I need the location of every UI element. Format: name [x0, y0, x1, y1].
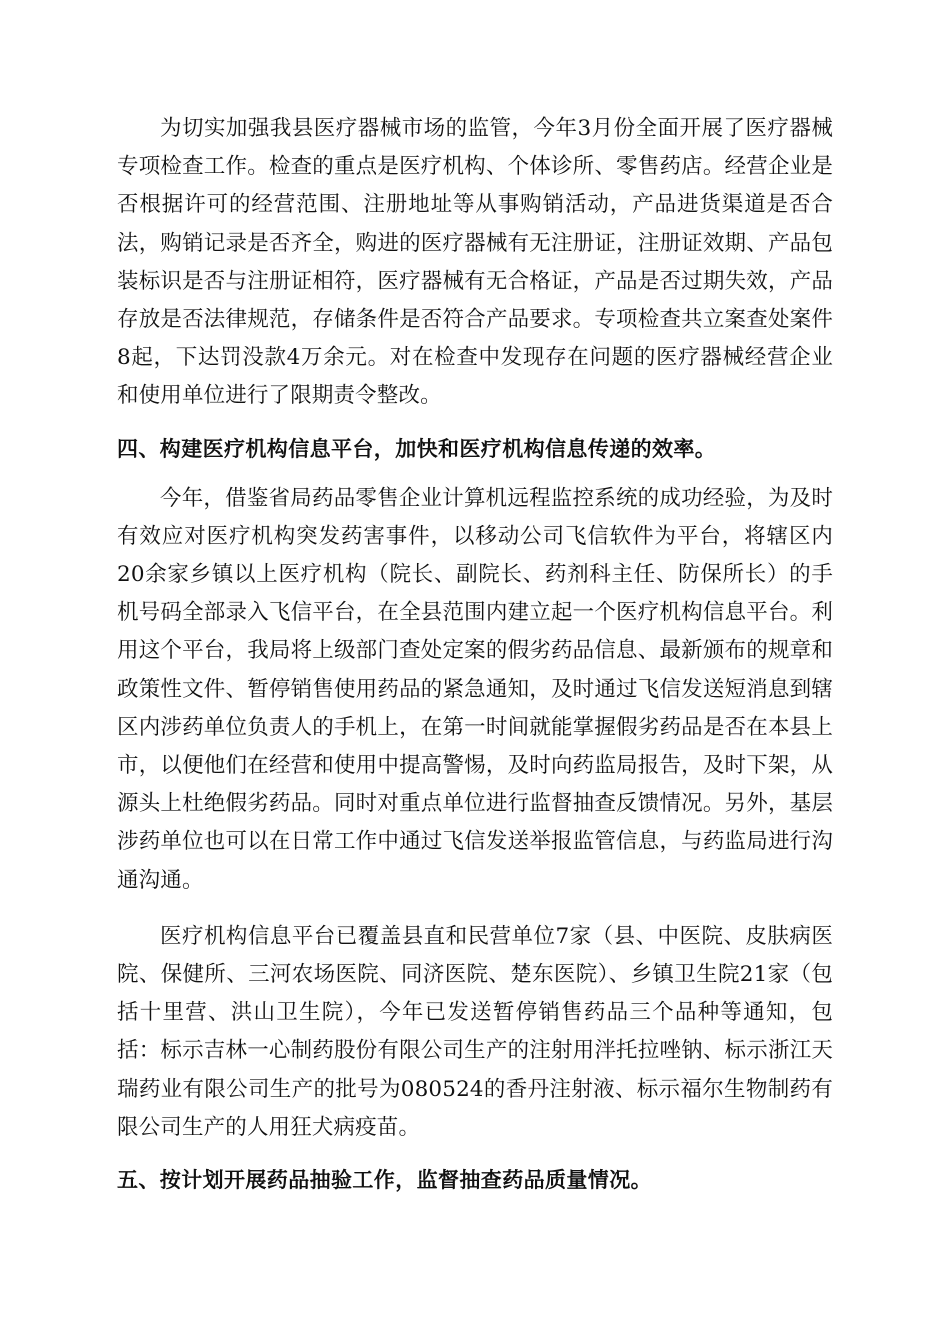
section-heading-5: 五、按计划开展药品抽验工作，监督抽查药品质量情况。 [117, 1168, 652, 1193]
section-heading-4: 四、构建医疗机构信息平台，加快和医疗机构信息传递的效率。 [117, 436, 717, 461]
paragraph-info-platform: 今年，借鉴省局药品零售企业计算机远程监控系统的成功经验，为及时有效应对医疗机构突发药害事件，以移动公司飞信软件为平台，将辖区内20余家乡镇以上医疗机构（院长、副院长、药剂科主任、防保所长）的手机号码全部录入飞信平台，在全县范围内建立起一个医疗机构信息平台。利用这个平台，我局将上级部门查处定案的假劣药品信息、最新颁布的规章和政策性文件、暂停销售使用药品的紧急通知，及时通过飞信发送短消息到辖区内涉药单位负责人的手机上，在第一时间就能掌握假劣药品是否在本县上市，以便他们在经营和使用中提高警惕，及时向药监局报告，及时下架，从源头上杜绝假劣药品。同时对重点单位进行监督抽查反馈情况。另外，基层涉药单位也可以在日常工作中通过飞信发送举报监管信息，与药监局进行沟通沟通。 [117, 485, 833, 893]
paragraph-medical-device-inspection: 为切实加强我县医疗器械市场的监管，今年3月份全面开展了医疗器械专项检查工作。检查的重点是医疗机构、个体诊所、零售药店。经营企业是否根据许可的经营范围、注册地址等从事购销活动，产品进货渠道是否合法，购销记录是否齐全，购进的医疗器械有无注册证，注册证效期、产品包装标识是否与注册证相符，医疗器械有无合格证，产品是否过期失效，产品存放是否法律规范，存储条件是否符合产品要求。专项检查共立案查处案件8起，下达罚没款4万余元。对在检查中发现存在问题的医疗器械经营企业和使用单位进行了限期责令整改。 [117, 116, 833, 409]
paragraph-platform-coverage: 医疗机构信息平台已覆盖县直和民营单位7家（县、中医院、皮肤病医院、保健所、三河农场医院、同济医院、楚东医院）、乡镇卫生院21家（包括十里营、洪山卫生院），今年已发送暂停销售药品三个品种等通知，包括：标示吉林一心制药股份有限公司生产的注射用泮托拉唑钠、标示浙江天瑞药业有限公司生产的批号为080524的香丹注射液、标示福尔生物制药有限公司生产的人用狂犬病疫苗。 [117, 923, 833, 1140]
document-page [117, 110, 833, 1199]
